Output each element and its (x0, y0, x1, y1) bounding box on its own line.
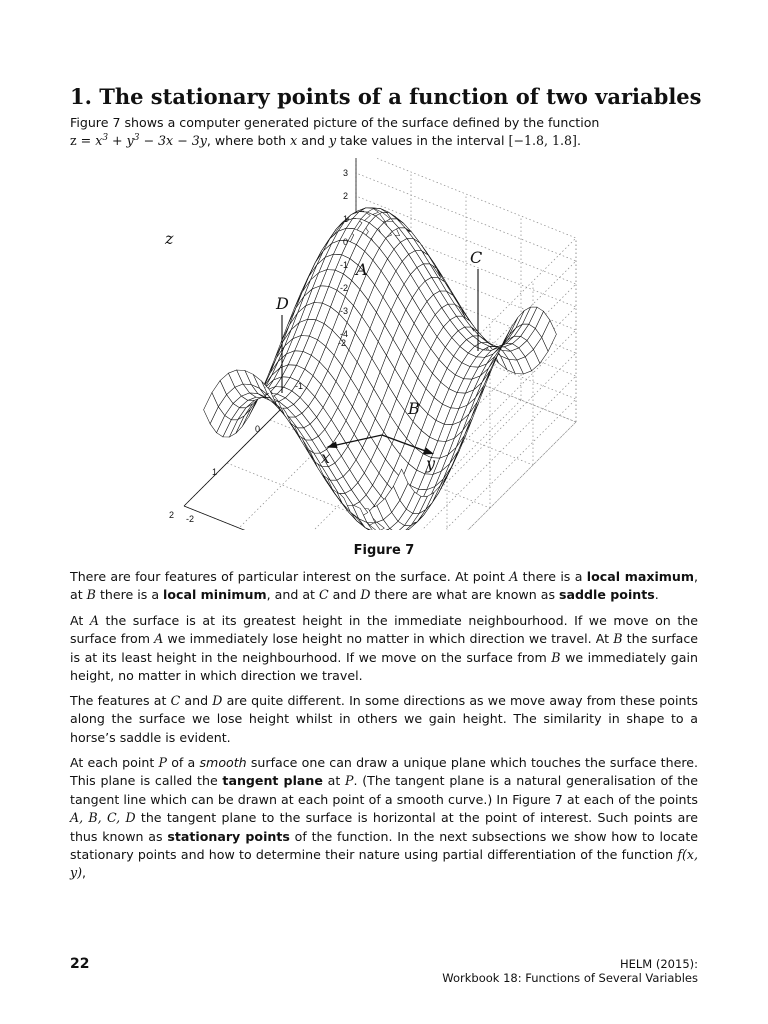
y-tick-label: -2 (186, 514, 195, 524)
surface-figure (130, 158, 640, 530)
paragraph-max-min: At A the surface is at its greatest height in the immediate neighbourhood. If we move on the surface from A we immediately lose height no matter in which direction we travel. At B the surface is at its least height in the neighbourhood. If we move on the surface from B we immediately gain height, no matter in which direction we travel. (70, 613, 699, 684)
point-b-label: B (408, 399, 420, 418)
point-a-label: A (356, 260, 368, 279)
z-tick-label: 0 (342, 237, 348, 247)
z-tick-label: -3 (339, 306, 348, 316)
intro-paragraph: Figure 7 shows a computer generated picture of the surface defined by the function $z = x^3 + y^3 - 3x - 3y$, where both x and y take values in the interval [−1.8, 1.8]. (70, 115, 600, 149)
x-tick-label: 1 (211, 467, 217, 477)
x-axis-label: x (321, 448, 331, 467)
x-tick-label: 0 (254, 424, 260, 434)
figure-caption: Figure 7 (353, 543, 415, 558)
z-tick-label: 3 (342, 168, 348, 178)
equation: $z = x^3 + y^3 - 3x - 3y$ (70, 133, 207, 149)
paragraph-tangent-plane: At each point P of a smooth surface one can draw a unique plane which touches the surface there. This plane is called the tangent plane at P. (The tangent plane is a natural generalisation of the tangent line which can be drawn at each point of a smooth curve.) In Figure 7 at each of the points A, B, C, D the tangent plane to the surface is horizontal at the point of interest. Such points are thus known as stationary points of the function. In the next subsections we show how to locate stationary points and how to determine their nature using partial differentiation of the function f(x, y), (70, 755, 698, 881)
z-tick-label: -1 (339, 260, 348, 270)
x-tick-label: -1 (294, 381, 303, 391)
section-title: 1. The stationary points of a function of two variables (70, 84, 702, 109)
footer-line-1: HELM (2015): (619, 957, 698, 971)
point-d-label: D (276, 294, 289, 313)
page-number: 22 (70, 956, 90, 972)
paragraph-saddle: The features at C and D are quite different. In some directions as we move away from these points along the surface we lose height whilst in others we gain height. The similarity in shape to a horse’s saddle is evident. (70, 693, 698, 745)
z-tick-label: -2 (339, 283, 348, 293)
z-tick-label: -4 (339, 329, 348, 339)
x-tick-label: 2 (168, 510, 174, 520)
z-tick-label: 1 (342, 214, 348, 224)
surface-mesh (204, 208, 557, 530)
paragraph-features: There are four features of particular interest on the surface. At point A there is a local maximum, at B there is a local minimum, and at C and D there are what are known as saddle points. (70, 569, 699, 603)
footer-line-2: Workbook 18: Functions of Several Variables (442, 971, 698, 985)
z-tick-label: 2 (342, 191, 348, 201)
y-axis-label: y (426, 454, 436, 473)
x-tick-label: -2 (337, 338, 346, 348)
footer-workbook (442, 957, 698, 985)
z-axis-label: z (165, 229, 174, 248)
point-c-label: C (470, 248, 483, 267)
